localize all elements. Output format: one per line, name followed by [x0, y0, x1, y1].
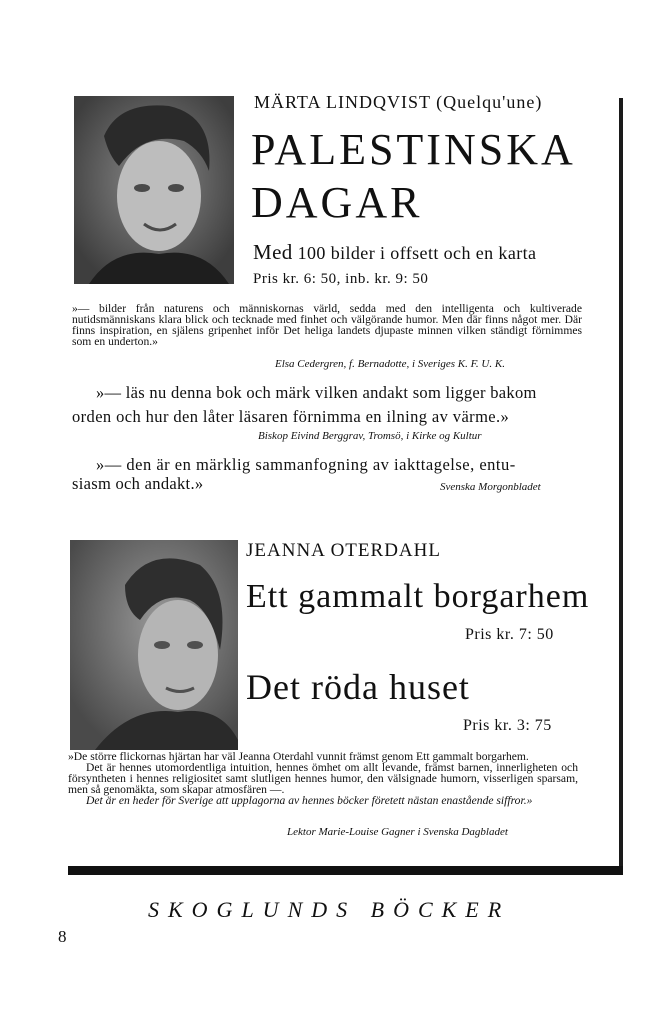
book2-review-source: Lektor Marie-Louise Gagner i Svenska Dagbladet — [287, 826, 508, 838]
book1-review-2-line1: »— läs nu denna bok och märk vilken andakt som ligger bakom — [96, 383, 537, 402]
author-portrait-oterdahl — [70, 540, 238, 750]
book1-subtitle-start: Med — [253, 240, 293, 264]
book1-review-1-source: Elsa Cedergren, f. Bernadotte, i Sveriges K. F. U. K. — [275, 358, 505, 370]
book1-review-2-line2: orden och hur den låter läsaren förnimma en ilning av värme.» — [72, 407, 510, 426]
book1-title-line1: PALESTINSKA — [251, 125, 576, 174]
book1-review-3-line2: siasm och andakt.» — [72, 474, 204, 493]
bottom-rule — [68, 866, 623, 875]
book2-author: JEANNA OTERDAHL — [246, 540, 441, 561]
book1-subtitle-rest: 100 bilder i offsett och en karta — [292, 243, 537, 263]
book2-price-b: Pris kr. 3: 75 — [463, 717, 552, 734]
right-border-rule — [619, 98, 623, 870]
publisher-name: SKOGLUNDS BÖCKER — [148, 897, 511, 922]
book1-review-3-line1: »— den är en märklig sammanfogning av iakttagelse, entu- — [96, 455, 516, 474]
book1-price: Pris kr. 6: 50, inb. kr. 9: 50 — [253, 271, 429, 287]
book2-title-a: Ett gammalt borgarhem — [246, 578, 590, 615]
book2-price-a: Pris kr. 7: 50 — [465, 626, 554, 643]
book1-title-line2: DAGAR — [251, 178, 423, 227]
book2-title-b: Det röda huset — [246, 667, 470, 707]
book1-review-2-source: Biskop Eivind Berggrav, Tromsö, i Kirke og Kultur — [258, 430, 482, 442]
book1-review-1: »— bilder från naturens och människornas värld, sedda med den intelligenta och kultiverade nutidsmänniskans klara blick och tecknade med finhet och välgörande humor. Men där finns något mer. Där finns inspiration, en själens gripenhet inför Det heliga landets djupaste minnen vilken ständigt förnimmes som en underton.» — [72, 302, 582, 348]
author-portrait-lindqvist — [74, 96, 234, 284]
book2-review-p2: Det är hennes utomordentliga intuition, hennes ömhet om allt levande, främst barnen, innerligheten och försyntheten i hennes religiositet samt slutligen hennes humor, den välsignade humorn, visserligen sparsam, men så genomäkta, som skapar atmosfären —. — [68, 761, 578, 796]
book1-subtitle — [253, 240, 536, 265]
book1-author: MÄRTA LINDQVIST (Quelqu'une) — [254, 92, 543, 112]
page-number: 8 — [58, 927, 67, 946]
book1-review-3-source: Svenska Morgonbladet — [440, 481, 541, 493]
book2-review — [68, 751, 578, 806]
book2-review-p3: Det är en heder för Sverige att upplagorna av hennes böcker företett nästan enastående siffror.» — [86, 794, 533, 807]
book2-review-p1: »De större flickornas hjärtan har väl Jeanna Oterdahl vunnit främst genom Ett gammalt borgarhem. — [68, 750, 529, 763]
